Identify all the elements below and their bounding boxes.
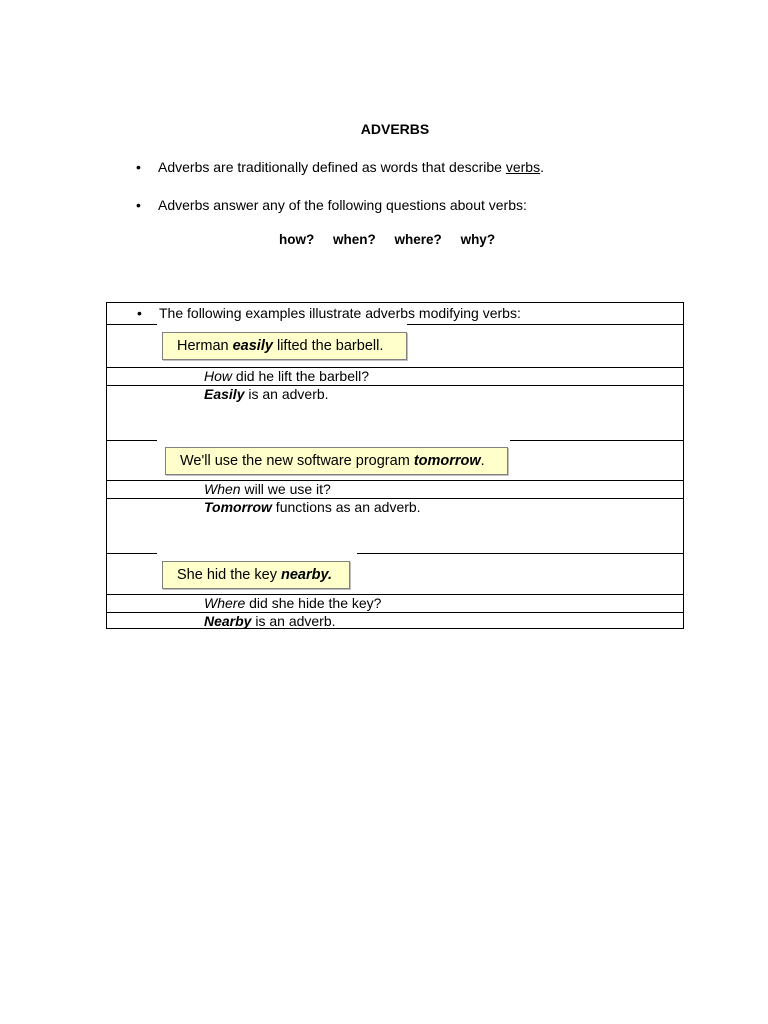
page-title: ADVERBS	[360, 121, 430, 137]
rule	[107, 385, 684, 386]
rule	[107, 553, 157, 554]
question-when: when?	[333, 232, 376, 247]
rule	[107, 367, 684, 368]
example-sentence-1: Herman easily lifted the barbell.	[162, 332, 407, 360]
rule	[107, 480, 684, 481]
rule	[510, 440, 684, 441]
example-question-1: How did he lift the barbell?	[204, 368, 369, 384]
examples-table	[106, 302, 684, 629]
rule	[107, 594, 684, 595]
bullet-text: Adverbs are traditionally defined as words that describe verbs.	[158, 159, 544, 175]
bullet-text: Adverbs answer any of the following questions about verbs:	[158, 197, 527, 213]
example-question-3: Where did she hide the key?	[204, 595, 382, 611]
question-how: how?	[279, 232, 315, 247]
question-words	[279, 232, 510, 247]
rule	[107, 440, 157, 441]
verbs-underlined: verbs	[505, 159, 541, 175]
bullet-dot: •	[136, 197, 141, 213]
table-intro	[137, 305, 521, 321]
example-answer-2: Tomorrow functions as an adverb.	[204, 499, 421, 515]
example-sentence-3: She hid the key nearby.	[162, 561, 350, 589]
question-where: where?	[394, 232, 442, 247]
example-question-2: When will we use it?	[204, 481, 331, 497]
rule	[407, 324, 684, 325]
example-answer-3: Nearby is an adverb.	[204, 613, 336, 629]
table-intro-text: The following examples illustrate adverbs modifying verbs:	[159, 305, 521, 321]
question-why: why?	[460, 232, 496, 247]
bullet-dot: •	[137, 305, 142, 321]
bullet-dot: •	[136, 159, 141, 175]
rule	[107, 612, 684, 613]
rule	[107, 324, 157, 325]
rule	[357, 553, 684, 554]
example-sentence-2: We'll use the new software program tomorrow.	[165, 447, 508, 475]
example-answer-1: Easily is an adverb.	[204, 386, 329, 402]
